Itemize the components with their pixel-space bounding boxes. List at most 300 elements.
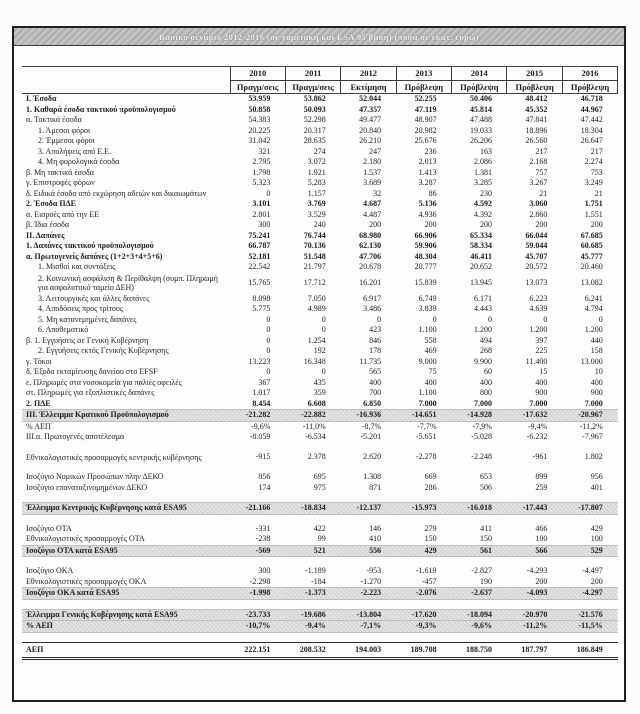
cell-value: 47.488 [469, 115, 492, 124]
cell-value: 51.548 [303, 251, 326, 261]
cell-value: 76.744 [303, 230, 326, 240]
cell-value: 7.000 [473, 398, 492, 408]
cell-value: 1.413 [418, 167, 437, 177]
cell-value: 20.225 [248, 125, 271, 135]
cell-value: 18.304 [580, 125, 603, 135]
table-row [22, 472, 618, 483]
cell-value: 19.033 [469, 125, 492, 135]
cell-value: 247 [369, 146, 382, 156]
table-row [22, 220, 618, 231]
cell-value: 274 [313, 146, 326, 156]
table-row [22, 315, 618, 326]
row-label: ΙΙ. Δαπάνες [26, 230, 65, 240]
cell-value: 217 [590, 146, 603, 156]
cell-value: -2.248 [471, 452, 492, 461]
cell-value: 3.060 [529, 199, 548, 208]
cell-value: 200 [424, 220, 437, 229]
table-row [22, 147, 618, 158]
cell-value: 217 [535, 146, 548, 156]
cell-value: 6.223 [529, 293, 548, 303]
cell-value: 359 [313, 388, 326, 397]
cell-value: 0 [321, 367, 326, 376]
cell-value: -6.232 [526, 432, 548, 441]
cell-value: 1.751 [584, 199, 603, 208]
cell-value: 800 [479, 388, 492, 397]
cell-value: 856 [258, 472, 271, 481]
cell-value: -11,5% [562, 621, 617, 633]
cell-value: 59.044 [525, 241, 548, 250]
row-label: Ι. Έσοδα [26, 94, 57, 103]
cell-value: -1.270 [360, 576, 382, 586]
cell-value: 1.200 [529, 325, 548, 334]
row-label: Έλλειμμα Γενικής Κυβέρνησης κατά ESA95 [22, 609, 230, 621]
cell-value: -21.576 [562, 609, 617, 621]
cell-value: 259 [535, 482, 548, 492]
cell-value: 3.287 [418, 178, 437, 187]
table-row [22, 168, 618, 179]
spacer-row [22, 599, 618, 609]
cell-value: 279 [424, 523, 437, 533]
cell-value: 26.206 [469, 136, 492, 145]
row-label: 2. Κοινωνική ασφάλιση & Περίθαλψη (συμπ. Πληρωμή για ασφαλιστικό ταμείο ΔΕΗ) [38, 273, 218, 292]
cell-value: 21 [539, 188, 548, 198]
cell-value: 31.042 [248, 136, 271, 145]
table-row [22, 325, 618, 336]
row-label: 2. Έμμεσοι φόροι [38, 136, 95, 145]
table-row [22, 577, 618, 588]
cell-value: 268 [479, 346, 492, 355]
cell-value: -8.059 [249, 432, 271, 441]
page-title: Βασικό σενάριο 2012-2016 (σε ταμειακή και ESA 95 βάση) (ποσά σε εκατ. ευρώ) [159, 31, 479, 42]
cell-value: 0 [266, 188, 271, 198]
cell-value: 21.797 [303, 262, 326, 271]
cell-value: 20.840 [359, 125, 382, 135]
cell-value: 400 [369, 377, 382, 387]
cell-value: 0 [377, 314, 382, 324]
cell-value: 1.254 [307, 335, 326, 345]
table-row [22, 503, 618, 515]
cell-value: 17.712 [303, 277, 326, 287]
header-type-6: Πρόβλεψη [562, 80, 617, 94]
cell-value: 4.639 [529, 304, 548, 313]
table-row [22, 588, 618, 600]
cell-value: 9.900 [473, 356, 492, 366]
cell-value: 566 [507, 545, 562, 557]
cell-value: 3.486 [363, 304, 382, 313]
cell-value: -953 [366, 566, 382, 575]
cell-value: 5.136 [418, 199, 437, 208]
cell-value: 3.769 [307, 199, 326, 208]
cell-value: 4.989 [307, 304, 326, 313]
table-row [22, 378, 618, 389]
table-row [22, 524, 618, 535]
cell-value: 3.267 [529, 178, 548, 187]
cell-value: 46.411 [470, 251, 492, 261]
cell-value: 0 [598, 314, 603, 324]
cell-value: -4.297 [562, 588, 617, 600]
cell-value: -20.970 [507, 609, 562, 621]
cell-value: 11.400 [525, 356, 548, 366]
cell-value: 4.794 [584, 304, 603, 313]
cell-value: 466 [535, 523, 548, 533]
cell-value: 6.749 [418, 293, 437, 303]
cell-value: 66.787 [248, 241, 271, 250]
row-label: 1. Άμεσοι φόροι [38, 125, 91, 135]
header-year-2013: 2013 [396, 67, 451, 81]
cell-value: -457 [421, 576, 437, 586]
header-year-2011: 2011 [285, 67, 340, 81]
cell-value: -15.973 [396, 503, 451, 515]
cell-value: 20.777 [414, 262, 437, 271]
cell-value: 565 [369, 367, 382, 376]
row-label: α. Εισροές από την ΕΕ [26, 209, 100, 219]
cell-value: -17.620 [396, 609, 451, 621]
cell-value: -331 [255, 523, 271, 533]
cell-value: 3.101 [252, 199, 271, 208]
cell-value: 50.858 [248, 104, 271, 114]
cell-value: 47.706 [359, 251, 382, 261]
cell-value: 15.839 [414, 277, 437, 287]
cell-value: 20.572 [525, 262, 548, 271]
cell-value: 440 [590, 335, 603, 345]
cell-value: 13.073 [525, 277, 548, 287]
cell-value: 158 [590, 346, 603, 355]
cell-value: 4.487 [363, 209, 382, 219]
cell-value: 900 [590, 388, 603, 397]
row-label: 4. Μη φορολογικά έσοδα [38, 157, 120, 166]
cell-value: 367 [258, 377, 271, 387]
table-row [22, 346, 618, 357]
table-row [22, 252, 618, 263]
cell-value: 32 [373, 188, 382, 198]
cell-value: 8.454 [252, 398, 271, 408]
cell-value: 13.945 [469, 277, 492, 287]
budget-table [22, 66, 618, 660]
cell-value: -13.804 [341, 609, 396, 621]
cell-value: -4.093 [507, 588, 562, 600]
cell-value: -961 [532, 452, 548, 461]
cell-value: -7,9% [472, 421, 492, 431]
row-label: 3. Απολήψεις από Ε.Ε. [38, 146, 112, 156]
row-label: β. Ίδια έσοδα [26, 220, 70, 229]
cell-value: -18.834 [285, 503, 340, 515]
cell-value: 200 [369, 220, 382, 229]
cell-value: 6.917 [363, 293, 382, 303]
table-row [22, 452, 618, 464]
cell-value: 13.000 [580, 356, 603, 366]
cell-value: 230 [479, 188, 492, 198]
cell-value: 300 [258, 220, 271, 229]
row-label: 3. Λειτουργικές και άλλες δαπάνες [38, 293, 150, 303]
cell-value: 99 [317, 534, 326, 543]
cell-value: 1.100 [418, 325, 437, 334]
cell-value: 2.274 [584, 157, 603, 166]
row-label: γ. Επιστροφές φόρων [26, 178, 95, 187]
row-label: Ισοζύγιο Νομικών Προσώπων πλην ΔΕΚΟ [26, 472, 164, 481]
cell-value: -14.928 [452, 410, 507, 422]
table-row [22, 210, 618, 221]
table-row [22, 199, 618, 210]
cell-value: 45.777 [580, 251, 603, 261]
table-row [22, 642, 618, 659]
cell-value: 653 [479, 472, 492, 481]
cell-value: 45.707 [525, 251, 548, 261]
cell-value: 225 [535, 346, 548, 355]
header-type-0: Πραγμ/σεις [230, 80, 285, 94]
cell-value: 236 [424, 146, 437, 156]
cell-value: 400 [535, 377, 548, 387]
cell-value: 400 [424, 377, 437, 387]
cell-value: 3.529 [307, 209, 326, 219]
cell-value: 189.708 [396, 642, 451, 659]
cell-value: 3.072 [307, 157, 326, 166]
table-row [22, 357, 618, 368]
row-label: δ. Έξοδα εκταμίευσης δανείου στο EFSF [26, 367, 158, 376]
row-label: 1. Δαπάνες τακτικού προϋπολογισμού [26, 241, 154, 250]
cell-value: 529 [562, 545, 617, 557]
cell-value: 2.378 [307, 452, 326, 461]
header-corner [22, 67, 230, 94]
cell-value: -8,7% [361, 421, 382, 431]
cell-value: 70.136 [303, 241, 326, 250]
cell-value: -11,0% [302, 421, 326, 431]
cell-value: -18.094 [452, 609, 507, 621]
cell-value: 60 [483, 367, 492, 376]
cell-value: -7,7% [417, 421, 437, 431]
row-label: 5. Μη κατανεμημένες δαπάνες [38, 314, 137, 324]
cell-value: 0 [266, 325, 271, 334]
cell-value: 700 [369, 388, 382, 397]
title-bar [14, 28, 624, 46]
cell-value: 26.560 [525, 136, 548, 145]
cell-value: 1.017 [252, 388, 271, 397]
row-label: 2. Εγγυήσεις εκτός Γενικής Κυβέρνησης [38, 346, 169, 355]
row-label: Εθνικολογιστικές προσαρμογές ΟΚΑ [26, 576, 147, 586]
row-label: στ. Πληρωμές για εξοπλιστικές δαπάνες [26, 388, 155, 397]
cell-value: 186.849 [562, 642, 617, 659]
cell-value: 429 [590, 523, 603, 533]
cell-value: 1.551 [584, 209, 603, 219]
table-row [22, 483, 618, 494]
cell-value: 146 [369, 523, 382, 533]
cell-value: 15 [539, 367, 548, 376]
cell-value: 163 [479, 146, 492, 156]
row-label: % ΑΕΠ [22, 621, 230, 633]
table-row [22, 126, 618, 137]
cell-value: 7.050 [307, 293, 326, 303]
cell-value: 1.200 [584, 325, 603, 334]
row-label: ΙΙΙ.α. Πρωτογενές αποτέλεσμα [26, 432, 125, 441]
cell-value: 50.093 [303, 104, 326, 114]
cell-value: 6.850 [363, 398, 382, 408]
row-label: % ΑΕΠ [26, 421, 51, 431]
table-row [22, 545, 618, 557]
cell-value: -7,1% [341, 621, 396, 633]
spacer-row [22, 632, 618, 642]
cell-value: 400 [479, 377, 492, 387]
cell-value: -1.619 [415, 566, 437, 575]
table-row [22, 609, 618, 621]
table-row [22, 231, 618, 242]
cell-value: 208.532 [285, 642, 340, 659]
cell-value: 47.841 [525, 115, 548, 124]
cell-value: 7.000 [584, 398, 603, 408]
cell-value: 1.921 [307, 167, 326, 177]
row-label: α. Τακτικά έσοδα [26, 115, 82, 124]
cell-value: -2.637 [452, 588, 507, 600]
cell-value: 6.241 [584, 293, 603, 303]
cell-value: 192 [313, 346, 326, 355]
cell-value: -5.651 [415, 432, 437, 441]
cell-value: 187.797 [507, 642, 562, 659]
table-row [22, 336, 618, 347]
cell-value: -4.293 [526, 566, 548, 575]
cell-value: 521 [285, 545, 340, 557]
row-label: ΑΕΠ [22, 642, 230, 659]
cell-value: -2.298 [249, 576, 271, 586]
header-year-2015: 2015 [507, 67, 562, 81]
cell-value: -5.201 [360, 432, 382, 441]
cell-value: -21.166 [230, 503, 285, 515]
cell-value: 0 [487, 314, 492, 324]
cell-value: 16.201 [359, 277, 382, 287]
spacer-row [22, 557, 618, 567]
cell-value: 67.685 [580, 230, 603, 240]
table-row [22, 566, 618, 577]
cell-value: 46.718 [580, 94, 603, 103]
cell-value: 4.936 [418, 209, 437, 219]
cell-value: 75.241 [248, 230, 271, 240]
table-row [22, 241, 618, 252]
cell-value: -2.278 [415, 452, 437, 461]
cell-value: 45.814 [469, 104, 492, 114]
cell-value: 669 [424, 472, 437, 481]
cell-value: 695 [313, 472, 326, 481]
table-row [22, 189, 618, 200]
table-row [22, 294, 618, 305]
cell-value: 20.317 [303, 125, 326, 135]
row-label: Ισοζύγιο ΟΚΑ κατά ESA95 [22, 588, 230, 600]
row-label: β. 1. Εγγυήσεις σε Γενική Κυβέρνηση [26, 335, 149, 345]
cell-value: -11,2% [507, 621, 562, 633]
table-row [22, 367, 618, 378]
spacer-row [22, 443, 618, 452]
table-header [22, 67, 618, 94]
cell-value: 469 [424, 346, 437, 355]
cell-value: 16.348 [303, 356, 326, 366]
row-label: 4. Αποδόσεις προς τρίτους [38, 304, 124, 313]
cell-value: 561 [452, 545, 507, 557]
row-label: Ισοζύγιο ΟΤΑ [26, 523, 72, 533]
header-type-5: Πρόβλεψη [507, 80, 562, 94]
spacer-row [22, 514, 618, 524]
cell-value: 4.687 [363, 199, 382, 208]
table-row [22, 262, 618, 273]
cell-value: -5.028 [471, 432, 492, 441]
header-year-2016: 2016 [562, 67, 617, 81]
cell-value: -16.936 [341, 410, 396, 422]
cell-value: 66.044 [525, 230, 548, 240]
cell-value: -9,4% [528, 421, 548, 431]
cell-value: -1.373 [285, 588, 340, 600]
cell-value: 178 [369, 346, 382, 355]
cell-value: 422 [313, 523, 326, 533]
cell-value: 1.157 [307, 188, 326, 198]
cell-value: 1.100 [418, 388, 437, 397]
table-row [22, 399, 618, 410]
table-row [22, 157, 618, 168]
spacer-row [22, 493, 618, 503]
cell-value: 9.000 [418, 356, 437, 366]
cell-value: -17.807 [562, 503, 617, 515]
cell-value: 47.357 [359, 104, 382, 114]
cell-value: 10 [594, 367, 603, 376]
cell-value: -9,6% [452, 621, 507, 633]
cell-value: 1.308 [363, 472, 382, 481]
cell-value: 60.685 [580, 241, 603, 250]
cell-value: 975 [313, 482, 326, 492]
cell-value: 2.801 [252, 209, 271, 219]
cell-value: 423 [369, 325, 382, 334]
cell-value: 48.907 [414, 115, 437, 124]
cell-value: -14.651 [396, 410, 451, 422]
header-year-2010: 2010 [230, 67, 285, 81]
table-row [22, 388, 618, 399]
row-label: Εθνικολογιστικές προσαρμογές ΟΤΑ [26, 534, 145, 543]
spacer-row [22, 463, 618, 472]
header-year-2012: 2012 [341, 67, 396, 81]
cell-value: 65.334 [469, 230, 492, 240]
cell-value: 7.000 [418, 398, 437, 408]
cell-value: -22.882 [285, 410, 340, 422]
cell-value: 3.285 [473, 178, 492, 187]
cell-value: 21 [594, 188, 603, 198]
cell-value: 53.959 [248, 94, 271, 103]
row-label: Ισοζύγιο επαναταξινομημένων ΔΕΚΟ [26, 482, 148, 492]
cell-value: 956 [590, 472, 603, 481]
cell-value: 200 [479, 220, 492, 229]
cell-value: 18.896 [525, 125, 548, 135]
cell-value: 52.181 [248, 251, 271, 261]
row-label: ΙΙΙ. Έλλειμμα Κρατικού Προϋπολογισμού [22, 410, 230, 422]
cell-value: -238 [255, 534, 271, 543]
cell-value: 506 [479, 482, 492, 492]
cell-value: -10,7% [230, 621, 285, 633]
header-type-4: Πρόβλεψη [452, 80, 507, 94]
cell-value: 4.392 [473, 209, 492, 219]
cell-value: 26.647 [580, 136, 603, 145]
cell-value: 5.283 [307, 178, 326, 187]
cell-value: 240 [313, 220, 326, 229]
cell-value: 410 [369, 534, 382, 543]
cell-value: 150 [424, 534, 437, 543]
cell-value: 52.255 [414, 94, 437, 103]
cell-value: 871 [369, 482, 382, 492]
header-year-row [22, 67, 618, 81]
row-label: ε. Πληρωμές στα νοσοκομεία για παλιές οφειλές [26, 377, 182, 387]
cell-value: -1.998 [230, 588, 285, 600]
cell-value: 429 [396, 545, 451, 557]
cell-value: 52.298 [303, 115, 326, 124]
cell-value: 0 [321, 314, 326, 324]
cell-value: 2.795 [252, 157, 271, 166]
cell-value: 75 [428, 367, 437, 376]
row-label: α. Πρωτογενείς δαπάνες (1+2+3+4+5+6) [26, 251, 163, 261]
cell-value: 53.862 [303, 94, 326, 103]
cell-value: 558 [424, 335, 437, 345]
cell-value: 200 [535, 576, 548, 586]
cell-value: -20.967 [562, 410, 617, 422]
